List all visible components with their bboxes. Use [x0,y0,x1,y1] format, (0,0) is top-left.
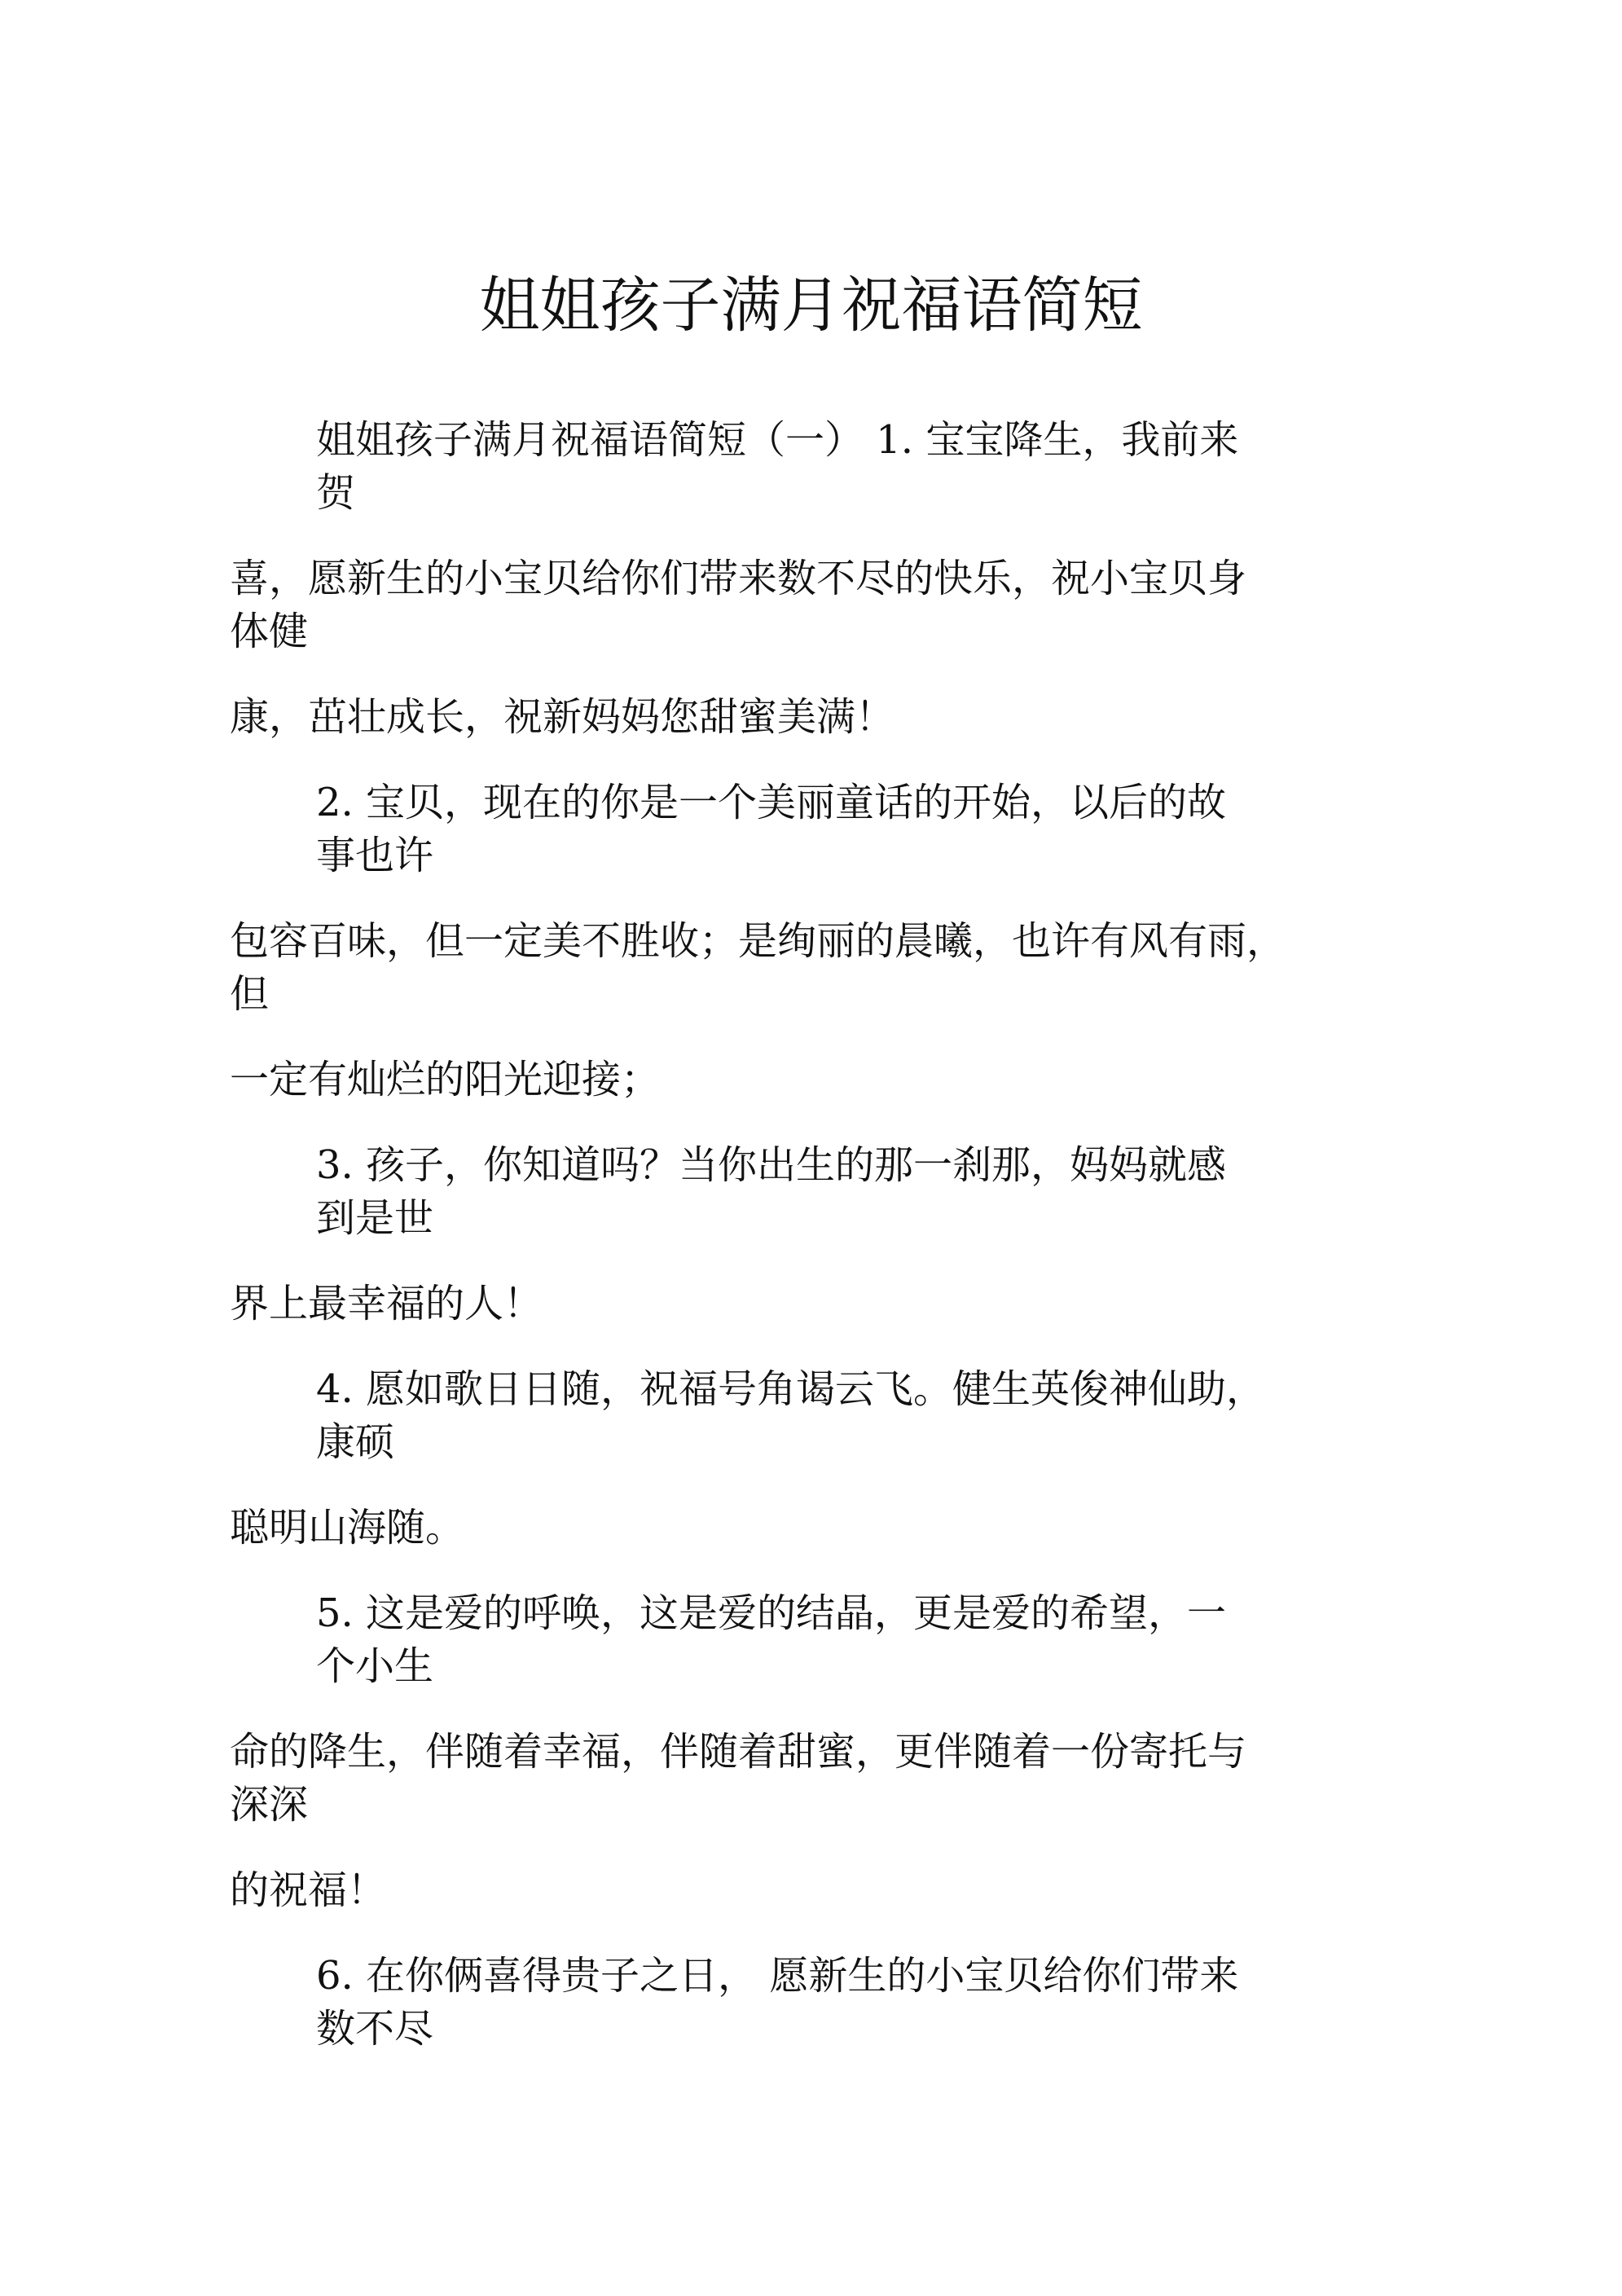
text-line: 康，茁壮成长，祝新妈妈您甜蜜美满！ [230,694,895,740]
text-line: 到是世 [316,1195,434,1241]
text-line: 体健 [230,609,309,654]
text-line: 命的降生，伴随着幸福，伴随着甜蜜，更伴随着一份寄托与 [230,1729,1247,1775]
text-line: 2. 宝贝，现在的你是一个美丽童话的开始，以后的故 [316,780,1227,825]
text-line: 一定有灿烂的阳光迎接； [230,1057,661,1102]
text-line: 喜，愿新生的小宝贝给你们带来数不尽的快乐，祝小宝贝身 [230,556,1247,601]
text-line: 贺 [316,470,356,516]
document-title: 姐姐孩子满月祝福语简短 [479,271,1143,341]
text-line: 事也许 [316,833,434,878]
text-line: 界上最幸福的人！ [230,1281,543,1326]
text-line: 个小生 [316,1643,434,1689]
text-line: 5. 这是爱的呼唤，这是爱的结晶，更是爱的希望，一 [316,1590,1227,1636]
text-line: 聪明山海随。 [230,1505,465,1550]
text-line: 但 [230,971,270,1017]
text-line: 4. 愿如歌日日随，祝福号角谒云飞。健生英俊神仙助， [316,1366,1266,1412]
text-line: 康硕 [316,1419,395,1465]
text-line: 数不尽 [316,2006,434,2052]
text-line: 6. 在你俩喜得贵子之日， 愿新生的小宝贝给你们带来 [316,1953,1239,1999]
text-line: 包容百味，但一定美不胜收；是绚丽的晨曦，也许有风有雨， [230,918,1286,964]
text-line: 3. 孩子，你知道吗？当你出生的那一刹那，妈妈就感 [316,1142,1227,1188]
text-line: 的祝福！ [230,1867,387,1913]
text-line: 深深 [230,1782,309,1828]
text-line: 姐姐孩子满月祝福语简短（一） 1. 宝宝降生，我前来 [316,417,1239,463]
